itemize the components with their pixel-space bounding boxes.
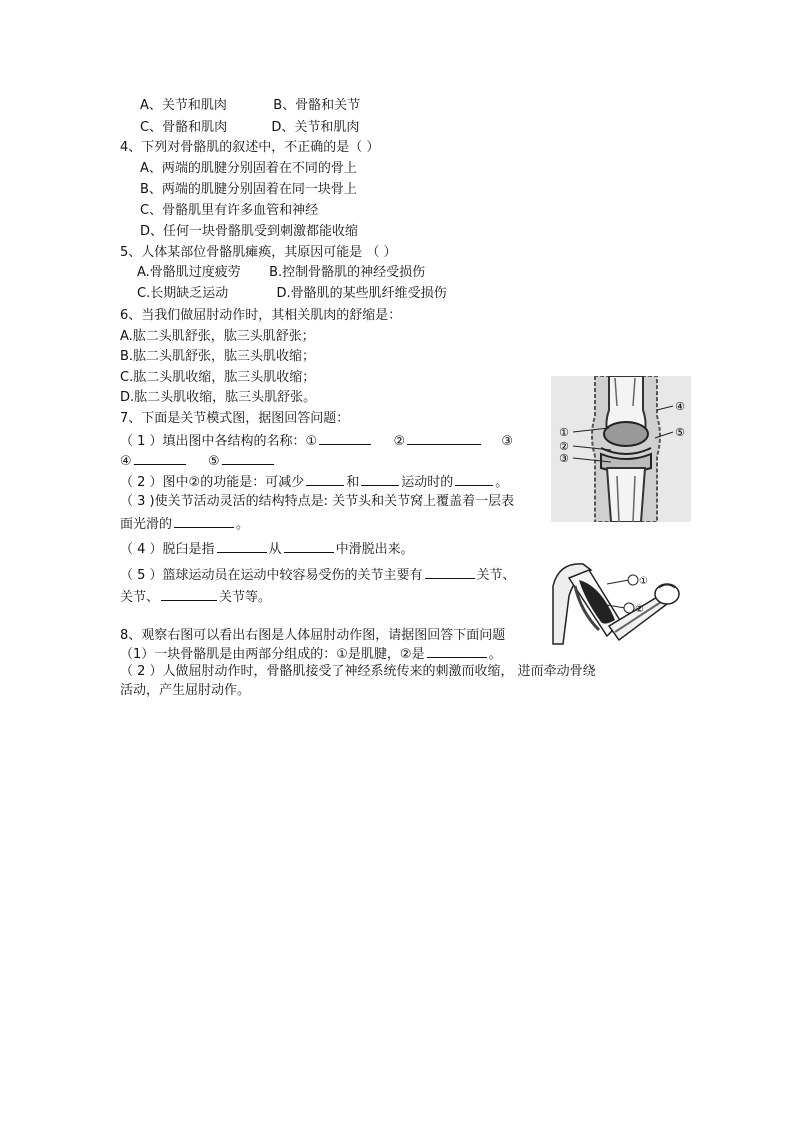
joint-label-1: ①	[559, 426, 569, 439]
q7-part2: （ 2 ）图中②的功能是：可减少 和 运动时的 。	[120, 475, 509, 490]
q6-option-d: D.肱二头肌收缩，肱三头肌舒张。	[120, 390, 317, 405]
q7-part5-line1: （ 5 ）篮球运动员在运动中较容易受伤的关节主要有 关节、	[120, 568, 516, 583]
q3-option-d: D、关节和肌肉	[271, 120, 360, 135]
q4-option-c: C、骨骼肌里有许多血管和神经	[140, 203, 319, 218]
q5-option-d: D.骨骼肌的某些肌纤维受损伤	[276, 286, 447, 301]
joint-head	[604, 422, 648, 446]
q7-part1-line2: ④ ⑤	[120, 452, 276, 470]
joint-label-2: ②	[559, 440, 569, 453]
q5-option-a: A.骨骼肌过度疲劳	[137, 265, 241, 280]
arm-label-1: ①	[639, 576, 648, 587]
q7-part1-line1: （ 1 ）填出图中各结构的名称：① ② ③	[120, 434, 514, 449]
q7-blank-cartilage[interactable]	[174, 515, 234, 528]
q7-blank-shock[interactable]	[361, 473, 399, 486]
q4-option-b: B、两端的肌腱分别固着在同一块骨上	[140, 182, 357, 197]
joint-diagram	[551, 376, 691, 522]
joint-label-3: ③	[559, 452, 569, 465]
arm-label-2-circle	[624, 603, 634, 613]
q6-option-b: B.肱二头肌舒张，肱三头肌收缩；	[120, 349, 316, 364]
q3-option-c: C、骨骼和肌肉	[140, 120, 228, 135]
q5-option-b: B.控制骨骼肌的神经受损伤	[269, 265, 426, 280]
fist	[655, 584, 679, 604]
q6-stem: 6、当我们做屈肘动作时，其相关肌肉的舒缩是：	[120, 308, 402, 323]
q7-stem: 7、下面是关节模式图，据图回答问题：	[120, 411, 350, 426]
q3-options-row1	[140, 98, 360, 114]
q8-part1: （1）一块骨骼肌是由两部分组成的：①是肌腱，②是 。	[120, 647, 502, 662]
q5-options-row2	[137, 286, 447, 302]
q7-part3-line1: （ 3 )使关节活动灵活的结构特点是: 关节头和关节窝上覆盖着一层表	[120, 494, 515, 509]
q4-option-a: A、两端的肌腱分别固着在不同的骨上	[140, 161, 357, 176]
q7-blank-4[interactable]	[134, 452, 186, 465]
q7-blank-2[interactable]	[407, 432, 481, 445]
lower-bone	[607, 468, 645, 522]
q7-blank-1[interactable]	[319, 432, 371, 445]
arm-label-2: ②	[635, 604, 644, 615]
q3-option-b: B、骨骼和关节	[273, 98, 361, 113]
q5-option-c: C.长期缺乏运动	[137, 286, 229, 301]
q7-blank-socket[interactable]	[284, 540, 334, 553]
q5-stem: 5、人体某部位骨骼肌瘫痪，其原因可能是 （ ）	[120, 245, 397, 260]
q3-option-a: A、关节和肌肉	[140, 98, 227, 113]
q7-blank-friction[interactable]	[306, 473, 344, 486]
q6-option-c: C.肱二头肌收缩，肱三头肌收缩；	[120, 370, 316, 385]
q8-part2-line1: （ 2 ）人做屈肘动作时，骨骼肌接受了神经系统传来的刺激而收缩， 进而牵动骨绕	[120, 664, 596, 679]
arm-flexion-diagram	[549, 556, 689, 646]
q7-blank-motion[interactable]	[455, 473, 493, 486]
q7-blank-5[interactable]	[222, 452, 274, 465]
arm-label-1-circle	[628, 575, 638, 585]
q8-part2-line2: 活动，产生屈肘动作。	[120, 683, 251, 698]
q7-blank-joint-3[interactable]	[161, 588, 217, 601]
q4-option-d: D、任何一块骨骼肌受到刺激都能收缩	[140, 224, 359, 239]
q7-part4: （ 4 ）脱臼是指 从 中滑脱出来。	[120, 542, 414, 557]
q3-options-row2	[140, 120, 359, 136]
q6-option-a: A.肱二头肌舒张，肱三头肌舒张；	[120, 329, 315, 344]
q8-stem: 8、观察右图可以看出右图是人体屈肘动作图，请据图回答下面问题	[120, 628, 506, 643]
q8-blank-belly[interactable]	[427, 645, 487, 658]
joint-label-4: ④	[675, 400, 685, 413]
q5-options-row1	[137, 265, 425, 281]
q7-part3-line2: 面光滑的 。	[120, 517, 250, 532]
joint-label-5: ⑤	[675, 426, 685, 439]
q7-part5-line2: 关节、 关节等。	[120, 590, 272, 605]
q7-blank-joint-1[interactable]	[425, 566, 475, 579]
q7-blank-head[interactable]	[217, 540, 267, 553]
q4-stem: 4、下列对骨骼肌的叙述中，不正确的是（ ）	[120, 140, 380, 155]
